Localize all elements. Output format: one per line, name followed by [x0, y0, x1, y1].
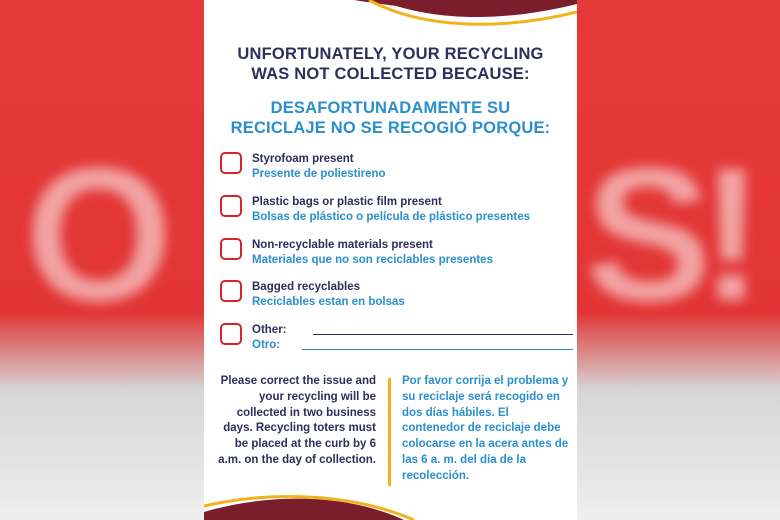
option-label-english: Plastic bags or plastic film present — [252, 196, 442, 208]
checkbox-bagged-recyclables[interactable] — [220, 280, 242, 302]
otro-write-in-line[interactable] — [302, 349, 573, 350]
bottom-swoosh-decoration — [204, 488, 577, 520]
checkbox-plastic-bags[interactable] — [220, 195, 242, 217]
heading-english: UNFORTUNATELY, YOUR RECYCLING WAS NOT COLLECTED BECAUSE: — [237, 45, 544, 83]
option-non-recyclable[interactable] — [220, 238, 565, 272]
option-label-spanish: Bolsas de plástico o película de plástico presentes — [252, 211, 531, 223]
option-label-spanish: Reciclables estan en bolsas — [252, 296, 405, 308]
background-letter-s: S — [585, 129, 712, 341]
top-swoosh-decoration — [204, 0, 577, 40]
option-styrofoam[interactable] — [220, 152, 565, 186]
option-other[interactable] — [220, 323, 565, 357]
instructions-spanish: Por favor corrija el problema y su reciclaje será recogido en dos días hábiles. El contenedor de reciclaje debe colocarse en la acera antes de las 6 a. m. del día de la recolección. — [402, 375, 569, 482]
option-label-english: Non-recyclable materials present — [252, 239, 433, 251]
heading-spanish: DESAFORTUNADAMENTE SU RECICLAJE NO SE RECOGIÓ PORQUE: — [230, 99, 551, 137]
checkbox-non-recyclable[interactable] — [220, 238, 242, 260]
checkbox-other[interactable] — [220, 323, 242, 345]
background-letter-o: O — [25, 129, 173, 341]
column-divider — [388, 378, 391, 486]
option-label-spanish: Otro: — [252, 339, 281, 351]
instructions-english: Please correct the issue and your recycling will be collected in two business days. Recycling toters must be placed at the curb by 6 a.m. on the day of collection. — [218, 375, 376, 466]
option-label-english: Other: — [252, 324, 287, 336]
checkbox-styrofoam[interactable] — [220, 152, 242, 174]
option-plastic-bags[interactable] — [220, 195, 565, 229]
option-bagged-recyclables[interactable] — [220, 280, 565, 314]
option-label-english: Bagged recyclables — [252, 281, 361, 293]
other-write-in-line[interactable] — [313, 334, 573, 335]
option-label-spanish: Materiales que no son reciclables presentes — [252, 254, 493, 266]
option-label-english: Styrofoam present — [252, 153, 354, 165]
background-exclamation: ! — [700, 129, 764, 341]
recycling-notice-card — [204, 0, 577, 520]
option-label-spanish: Presente de poliestireno — [252, 168, 386, 180]
